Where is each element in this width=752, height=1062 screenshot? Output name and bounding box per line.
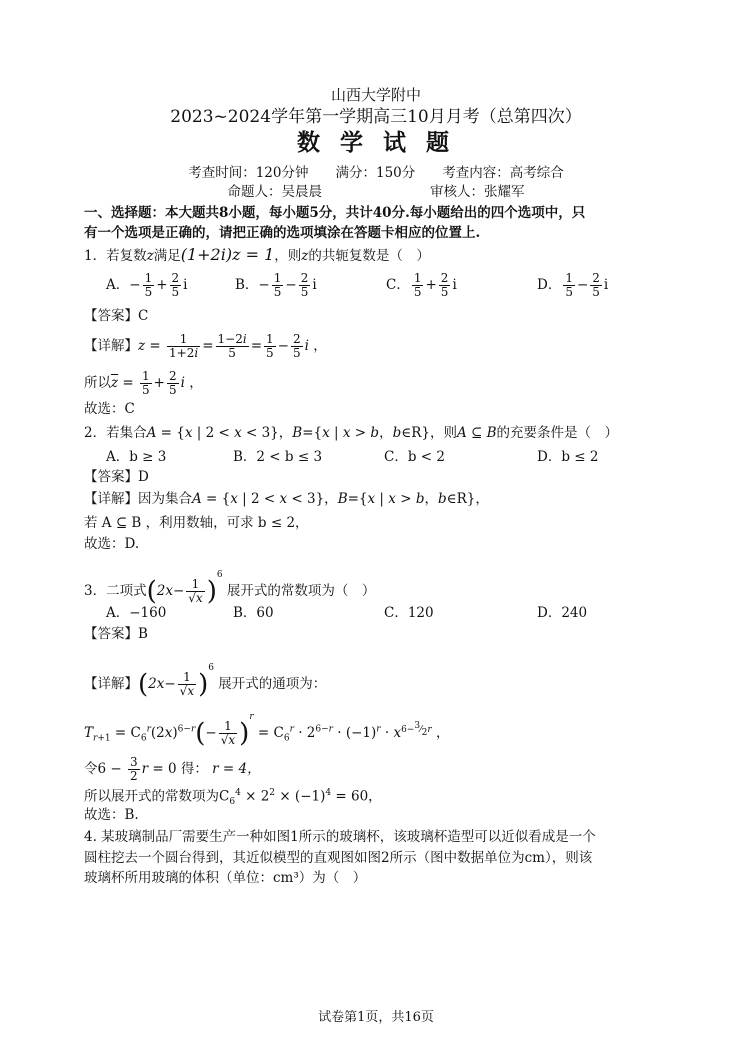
q2-option-d: D．b ≤ 2 [537,449,599,465]
q1-stem-a: 1．若复数 [84,248,147,264]
q2-detail-2: 若 A ⊆ B ，利用数轴，可求 b ≤ 2， [84,515,309,531]
q3-let: 令6 − $\frac{3}{2}$ r = 0 得： r = 4， [84,755,261,783]
q1-option-c: C． $\frac{1}{5}$ + $\frac{2}{5}$ i [386,271,457,299]
q1-option-a: A．− $\frac{1}{5}$ + $\frac{2}{5}$ i [106,271,188,299]
page-title: 数 学 试 题 [296,129,456,156]
school-name: 山西大学附中 [330,86,421,104]
q1-conjugate: 所以$\overline{z}$ = $\frac{1}{5}$ + $\frac{2}{5}$ i ， [84,369,203,397]
q3-stem: 3．二项式(2x− $\frac{1}{√x}$ )$^6$ 展开式的常数项为（ ） [84,570,376,607]
q2-detail: 【详解】因为集合A = {x | 2 < x < 3}，B={x | x > b，b∈R}， [84,491,489,507]
q3-option-a: A．−160 [106,605,167,621]
q2-choose: 故选：D. [84,536,140,552]
q3-constant: 所以展开式的常数项为$C_6^4 \times 2^2 \times (-1)^4 = 60$， [84,788,382,808]
q1-stem-d: 的共轭复数是（ ） [308,248,430,264]
page-footer: 试卷第1页，共16页 [318,1010,434,1025]
q3-option-c: C．120 [384,605,434,621]
q3-option-d: D．240 [537,605,588,621]
q1-option-d: D． $\frac{1}{5}$ − $\frac{2}{5}$ i [537,271,609,299]
q1-stem [84,246,682,265]
q3-answer: 【答案】B [84,626,148,642]
q2-option-a: A．b ≥ 3 [106,449,167,465]
q3-option-b: B．60 [233,605,274,621]
q1-detail: 【详解】z = $\frac{1}{1+2i}$ = $\frac{1-2i}{5}$ = $\frac{1}{5}$ − $\frac{2}{5}$ i ， [84,332,327,360]
section-heading-line2: 有一个选项是正确的，请把正确的选项填涂在答题卡相应的位置上. [84,225,481,241]
q1-option-b: B．− $\frac{1}{5}$ − $\frac{2}{5}$ i [235,271,317,299]
q1-var-z2: z [301,248,309,264]
q2-stem: 2．若集合A = {x | 2 < x < 3}，B={x | x > b，b∈R}，则A ⊆ B的充要条件是（ ） [84,425,619,441]
q4-line2: 圆柱挖去一个圆台得到，其近似模型的直观图如图2所示（图中数据单位为cm），则该 [84,850,593,866]
q2-option-b: B．2 < b ≤ 3 [233,449,323,465]
exam-authors: 命题人：吴晨晨 审核人：张耀军 [227,184,525,200]
q1-equation: (1+2i)z = 1 [180,245,275,264]
exam-info: 考查时间：120分钟 满分：150分 考查内容：高考综合 [188,165,564,181]
q1-stem-c: ，则 [274,248,302,264]
q4-line3: 玻璃杯所用玻璃的体积（单位：cm³）为（ ） [84,870,367,886]
q1-answer: 【答案】C [84,308,149,324]
q3-choose: 故选：B. [84,807,139,823]
q1-choose: 故选：C [84,401,135,417]
section-heading-line1: 一、选择题：本大题共8小题，每小题5分，共计40分.每小题给出的四个选项中，只 [84,205,586,221]
q2-option-c: C．b < 2 [384,449,445,465]
q2-answer: 【答案】D [84,469,149,485]
q3-detail: 【详解】(2x− $\frac{1}{√x}$ )$^6$ 展开式的通项为： [84,663,327,700]
q3-general-term: $T_{r+1} = C_6^r(2x)^{6-r}(-$ $\frac{1}{√x}$ )$^r = C_6^r \cdot 2^{6-r} \cdot (-1)^r \cdot x^{6-^3⁄_2r}$ ， [84,712,450,749]
q1-var-z: z [146,248,154,264]
q4-line1: 4. 某玻璃制品厂需要生产一种如图1所示的玻璃杯，该玻璃杯造型可以近似看成是一个 [84,829,596,845]
exam-name: 2023~2024学年第一学期高三10月月考（总第四次） [170,107,582,127]
q1-stem-b: 满足 [153,248,181,264]
